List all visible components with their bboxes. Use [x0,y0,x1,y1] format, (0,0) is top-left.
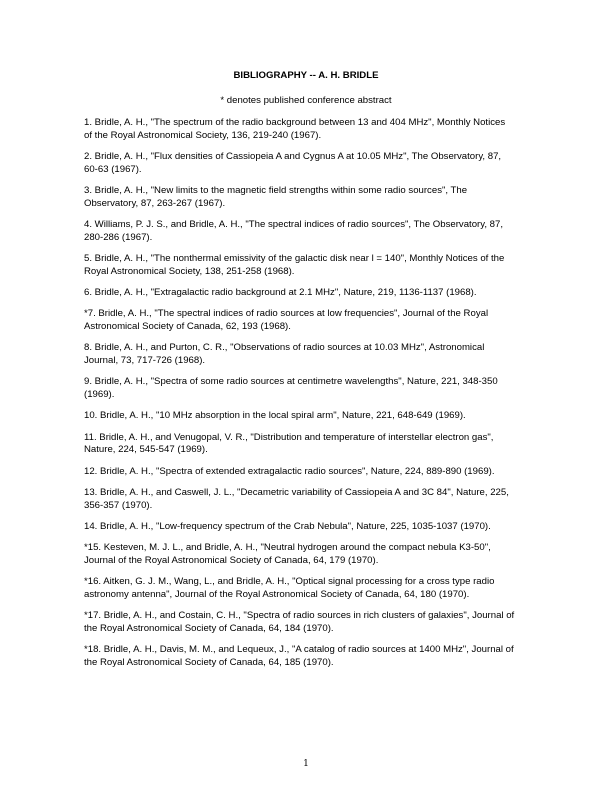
bibliography-list [84,117,536,678]
bibliography-entry: 2. Bridle, A. H., "Flux densities of Cassiopeia A and Cygnus A at 10.05 MHz", The Observatory, 87, 60-63 (1967). [84,150,502,175]
bibliography-entry: 10. Bridle, A. H., "10 MHz absorption in the local spiral arm", Nature, 221, 648-649 (1969). [84,410,466,422]
bibliography-entry: 9. Bridle, A. H., "Spectra of some radio sources at centimetre wavelengths", Nature, 221, 348-350 (1969). [84,376,498,400]
bibliography-entry: 13. Bridle, A. H., and Caswell, J. L., "Decametric variability of Cassiopeia A and 3C 84", Nature, 225, 356-357 (1970). [84,487,509,511]
bibliography-entry: *7. Bridle, A. H., "The spectral indices of radio sources at low frequencies", Journal of the Royal Astronomical Society of Canada, 62, 193 (1968). [84,308,489,332]
page-number: 1 [303,759,309,769]
bibliography-entry: *18. Bridle, A. H., Davis, M. M., and Lequeux, J., "A catalog of radio sources at 1400 MHz", Journal of the Royal Astronomical Society of Canada, 64, 185 (1970). [84,644,514,668]
bibliography-entry: 4. Williams, P. J. S., and Bridle, A. H., "The spectral indices of radio sources", The Observatory, 87, 280-286 (1967). [84,218,503,243]
bibliography-entry: 12. Bridle, A. H., "Spectra of extended extragalactic radio sources", Nature, 224, 889-890 (1969). [84,465,495,477]
bibliography-entry: 6. Bridle, A. H., "Extragalactic radio background at 2.1 MHz", Nature, 219, 1136-1137 (1968). [84,286,477,298]
bibliography-entry: *15. Kesteven, M. J. L., and Bridle, A. H., "Neutral hydrogen around the compact nebula K3-50", Journal of the Royal Astronomical Society of Canada, 64, 179 (1970). [84,542,491,566]
bibliography-entry: 5. Bridle, A. H., "The nonthermal emissivity of the galactic disk near l = 140", Monthly Notices of the Royal Astronomical Society, 138, 251-258 (1968). [84,252,505,277]
bibliography-entry: 1. Bridle, A. H., "The spectrum of the radio background between 13 and 404 MHz", Monthly Notices of the Royal Astronomical Society, 136, 219-240 (1967). [84,117,506,141]
bibliography-entry: *17. Bridle, A. H., and Costain, C. H., "Spectra of radio sources in rich clusters of galaxies", Journal of the Royal Astronomical Society of Canada, 64, 184 (1970). [84,610,515,634]
bibliography-entry: 14. Bridle, A. H., "Low-frequency spectrum of the Crab Nebula", Nature, 225, 1035-1037 (1970). [84,521,491,533]
bibliography-entry: 8. Bridle, A. H., and Purton, C. R., "Observations of radio sources at 10.03 MHz", Astronomical Journal, 73, 717-726 (1968). [84,342,485,366]
abstract-note: * denotes published conference abstract [220,95,392,106]
bibliography-entry: 11. Bridle, A. H., and Venugopal, V. R., "Distribution and temperature of interstellar electron gas", Nature, 224, 545-547 (1969). [84,431,494,456]
bibliography-title: BIBLIOGRAPHY -- A. H. BRIDLE [233,70,379,81]
bibliography-entry: 3. Bridle, A. H., "New limits to the magnetic field strengths within some radio sources", The Observatory, 87, 263-267 (1967). [84,184,468,209]
bibliography-entry: *16. Aitken, G. J. M., Wang, L., and Bridle, A. H., "Optical signal processing for a cross type radio astronomy antenna", Journal of the Royal Astronomical Society of Canada, 64, 180 (1970). [84,576,495,600]
